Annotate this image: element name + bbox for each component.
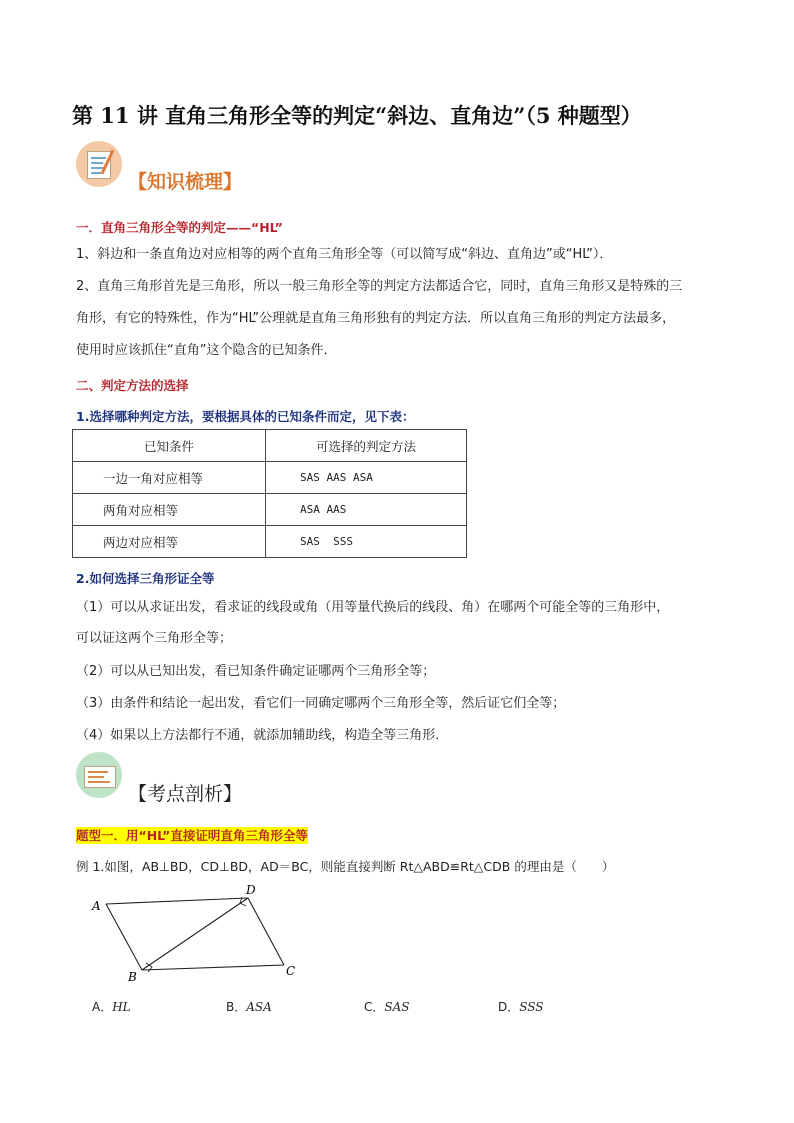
segment-bd xyxy=(142,898,248,970)
segment-dc xyxy=(248,898,284,965)
choice-c[interactable] xyxy=(364,998,410,1015)
choice-key: A． xyxy=(92,1000,113,1014)
list-item: 可以证这两个三角形全等； xyxy=(76,631,233,646)
example1-stem: 例 1.如图，AB⊥BD，CD⊥BD，AD＝BC，则能直接判断 Rt△ABD≌Rt△CDB 的理由是（ ） xyxy=(76,859,615,874)
part2-sub1: 1.选择哪种判定方法，要根据具体的已知条件而定，见下表： xyxy=(76,409,415,424)
list-item: （2）可以从已知出发，看已知条件确定证哪两个三角形全等； xyxy=(76,664,436,679)
page-title: 第 11 讲 直角三角形全等的判定“斜边、直角边”（5 种题型） xyxy=(72,103,642,128)
segment-ad xyxy=(106,898,248,904)
part1-heading: 一．直角三角形全等的判定——“HL” xyxy=(76,220,283,235)
point-label-d: D xyxy=(246,885,256,897)
table-header-cell: 可选择的判定方法 xyxy=(266,430,467,462)
choice-text: ASA xyxy=(246,1000,272,1014)
point-label-a: A xyxy=(92,899,101,913)
choice-text: SAS xyxy=(384,1000,410,1014)
table-cell: ASA AAS xyxy=(266,494,467,526)
choice-text: HL xyxy=(112,1000,131,1014)
choice-a[interactable] xyxy=(92,998,131,1015)
section-analysis-heading: 【考点剖析】 xyxy=(128,783,243,805)
documents-icon xyxy=(76,752,122,798)
choice-key: D． xyxy=(498,1000,520,1014)
paragraph-line: 使用时应该抓住“直角”这个隐含的已知条件． xyxy=(76,343,337,358)
parallelogram-figure xyxy=(86,885,316,985)
list-item: （4）如果以上方法都行不通，就添加辅助线，构造全等三角形． xyxy=(76,728,449,743)
point-label-b: B xyxy=(128,970,137,984)
type1-heading: 题型一．用“HL”直接证明直角三角形全等 xyxy=(76,828,308,843)
choice-key: B． xyxy=(226,1000,247,1014)
notebook-icon xyxy=(76,141,122,187)
segment-ba xyxy=(106,904,142,970)
list-item: （3）由条件和结论一起出发，看它们一同确定哪两个三角形全等，然后证它们全等； xyxy=(76,696,566,711)
list-item: （1）可以从求证出发，看求证的线段或角（用等量代换后的线段、角）在哪两个可能全等的三角形中， xyxy=(76,600,670,615)
table-row xyxy=(73,462,467,494)
table-cell: 一边一角对应相等 xyxy=(73,462,266,494)
table-header-cell: 已知条件 xyxy=(73,430,266,462)
table-cell: 两角对应相等 xyxy=(73,494,266,526)
point-label-c: C xyxy=(286,964,296,978)
table-cell: SAS AAS ASA xyxy=(266,462,467,494)
table-header-row xyxy=(73,430,467,462)
methods-table xyxy=(72,429,467,558)
section-knowledge-heading: 【知识梳理】 xyxy=(128,171,243,193)
choice-key: C． xyxy=(364,1000,385,1014)
choice-d[interactable] xyxy=(498,998,544,1015)
table-cell: 两边对应相等 xyxy=(73,526,266,558)
paragraph-line: 2、直角三角形首先是三角形，所以一般三角形全等的判定方法都适合它，同时，直角三角形又是特殊的三 xyxy=(76,279,683,294)
table-cell: SAS SSS xyxy=(266,526,467,558)
segment-cb xyxy=(142,965,284,970)
part2-heading: 二、判定方法的选择 xyxy=(76,378,189,393)
part2-sub2: 2.如何选择三角形证全等 xyxy=(76,571,215,586)
hl-rule-text: 1、斜边和一条直角边对应相等的两个直角三角形全等（可以简写成“斜边、直角边”或“HL”）． xyxy=(76,247,613,262)
choice-b[interactable] xyxy=(226,998,272,1015)
table-row xyxy=(73,526,467,558)
choice-text: SSS xyxy=(519,1000,544,1014)
table-row xyxy=(73,494,467,526)
paragraph-line: 角形，有它的特殊性，作为“HL”公理就是直角三角形独有的判定方法．所以直角三角形的判定方法最多， xyxy=(76,311,676,326)
